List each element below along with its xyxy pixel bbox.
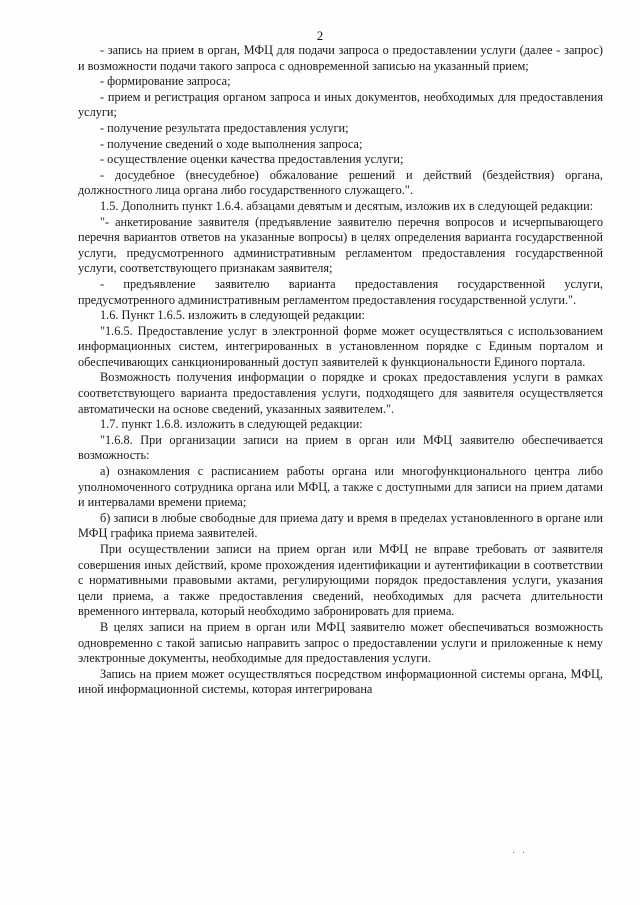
paragraph: - запись на прием в орган, МФЦ для подачи запроса о предоставлении услуги (далее - запрос) и возможности подачи такого запроса с одновременной записью на указанный прием; xyxy=(78,43,603,73)
paragraph: При осуществлении записи на прием орган или МФЦ не вправе требовать от заявителя совершения иных действий, кроме прохождения идентификации и аутентификации в соответствии с нормативными правовыми актами, регулирующими порядок предоставления услуги, указания цели приема, а также предоставления сведений, необходимых для расчета длительности временного интервала, который необходимо забронировать для приема. xyxy=(78,542,603,619)
paragraph: "- анкетирование заявителя (предъявление заявителю перечня вопросов и исчерпывающего перечня вариантов ответов на указанные вопросы) в целях определения варианта государственной услуги, предусмотренного административным регламентом предоставления государственной услуги, соответствующего признакам заявителя; xyxy=(78,214,603,276)
paragraph: 1.7. пункт 1.6.8. изложить в следующей редакции: xyxy=(100,417,363,432)
document-body xyxy=(78,43,603,698)
page-number: 2 xyxy=(316,28,324,43)
paragraph: - получение сведений о ходе выполнения запроса; xyxy=(100,136,363,151)
paragraph: - прием и регистрация органом запроса и иных документов, необходимых для предоставления услуги; xyxy=(78,89,603,120)
paragraph: В целях записи на прием в орган или МФЦ заявителю может обеспечиваться возможность одновременно с такой записью направить запрос о предоставлении услуги и приложенные к нему электронные документы, необходимые для предоставления услуги. xyxy=(78,619,603,666)
paragraph: - досудебное (внесудебное) обжалование решений и действий (бездействия) органа, должностного лица органа либо государственного служащего.". xyxy=(78,167,603,198)
paragraph: - предъявление заявителю варианта предоставления государственной услуги, предусмотренного административным регламентом предоставления государственной услуги.". xyxy=(78,276,603,307)
paragraph: Возможность получения информации о порядке и сроках предоставления услуги в рамках соответствующего варианта предоставления услуги, подходящего для заявителя осуществляется автоматически на основе сведений, указанных заявителем.". xyxy=(78,370,603,416)
paragraph: - получение результата предоставления услуги; xyxy=(100,120,349,135)
paragraph: 1.6. Пункт 1.6.5. изложить в следующей редакции: xyxy=(100,308,365,323)
paragraph: - осуществление оценки качества предоставления услуги; xyxy=(100,152,404,167)
paragraph: "1.6.8. При организации записи на прием в орган или МФЦ заявителю обеспечивается возможность: xyxy=(78,432,603,463)
scan-artifact: · · xyxy=(512,848,528,859)
paragraph: Запись на прием может осуществляться посредством информационной системы органа, МФЦ, иной информационной системы, которая интегрирована xyxy=(78,666,603,697)
paragraph: - формирование запроса; xyxy=(100,74,231,89)
paragraph: "1.6.5. Предоставление услуг в электронной форме может осуществляться с использованием информационных систем, интегрированных в установленном порядке с Единым порталом и обеспечивающих санкционированный доступ заявителей к функциональности Единого портала. xyxy=(78,323,603,369)
paragraph: а) ознакомления с расписанием работы органа или многофункционального центра либо уполномоченного сотрудника органа или МФЦ, а также с доступными для записи на прием датами и интервалами времени приема; xyxy=(78,464,603,510)
paragraph: б) записи в любые свободные для приема дату и время в пределах установленного в органе или МФЦ графика приема заявителей. xyxy=(78,510,603,541)
paragraph: 1.5. Дополнить пункт 1.6.4. абзацами девятым и десятым, изложив их в следующей редакции: xyxy=(100,198,594,213)
